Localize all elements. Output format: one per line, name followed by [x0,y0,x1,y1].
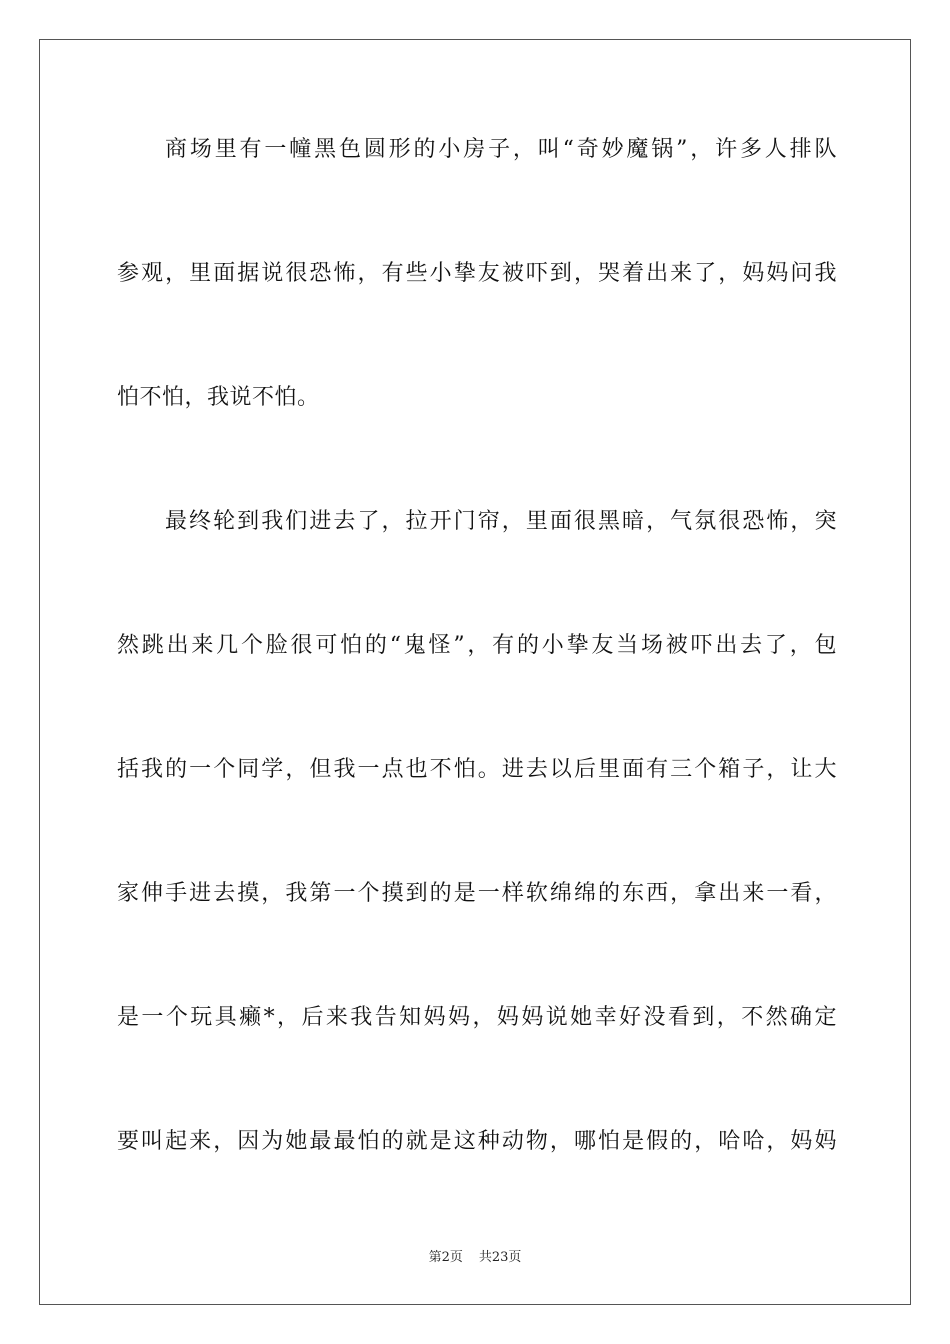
total-pages: 共23页 [478,1250,522,1265]
text-line-7: 家伸手进去摸，我第一个摸到的是一样软绵绵的东西，拿出来一看， [117,881,837,906]
text-line-5: 然跳出来几个脸很可怕的“鬼怪”，有的小挚友当场被吓出去了，包 [117,633,837,658]
page-border [39,39,911,1305]
text-line-2: 参观，里面据说很恐怖，有些小挚友被吓到，哭着出来了，妈妈问我 [117,261,837,286]
page-footer [0,1246,950,1265]
text-line-1: 商场里有一幢黑色圆形的小房子，叫“奇妙魔锅”，许多人排队 [165,137,837,162]
text-line-9: 要叫起来，因为她最最怕的就是这种动物，哪怕是假的，哈哈，妈妈 [117,1129,837,1154]
text-line-8: 是一个玩具癞*，后来我告知妈妈，妈妈说她幸好没看到，不然确定 [117,1005,837,1030]
text-line-6: 括我的一个同学，但我一点也不怕。进去以后里面有三个箱子，让大 [117,757,837,782]
page-number: 第2页 [428,1250,463,1265]
text-line-4: 最终轮到我们进去了，拉开门帘，里面很黑暗，气氛很恐怖，突 [165,509,837,534]
text-line-3: 怕不怕，我说不怕。 [117,385,320,410]
